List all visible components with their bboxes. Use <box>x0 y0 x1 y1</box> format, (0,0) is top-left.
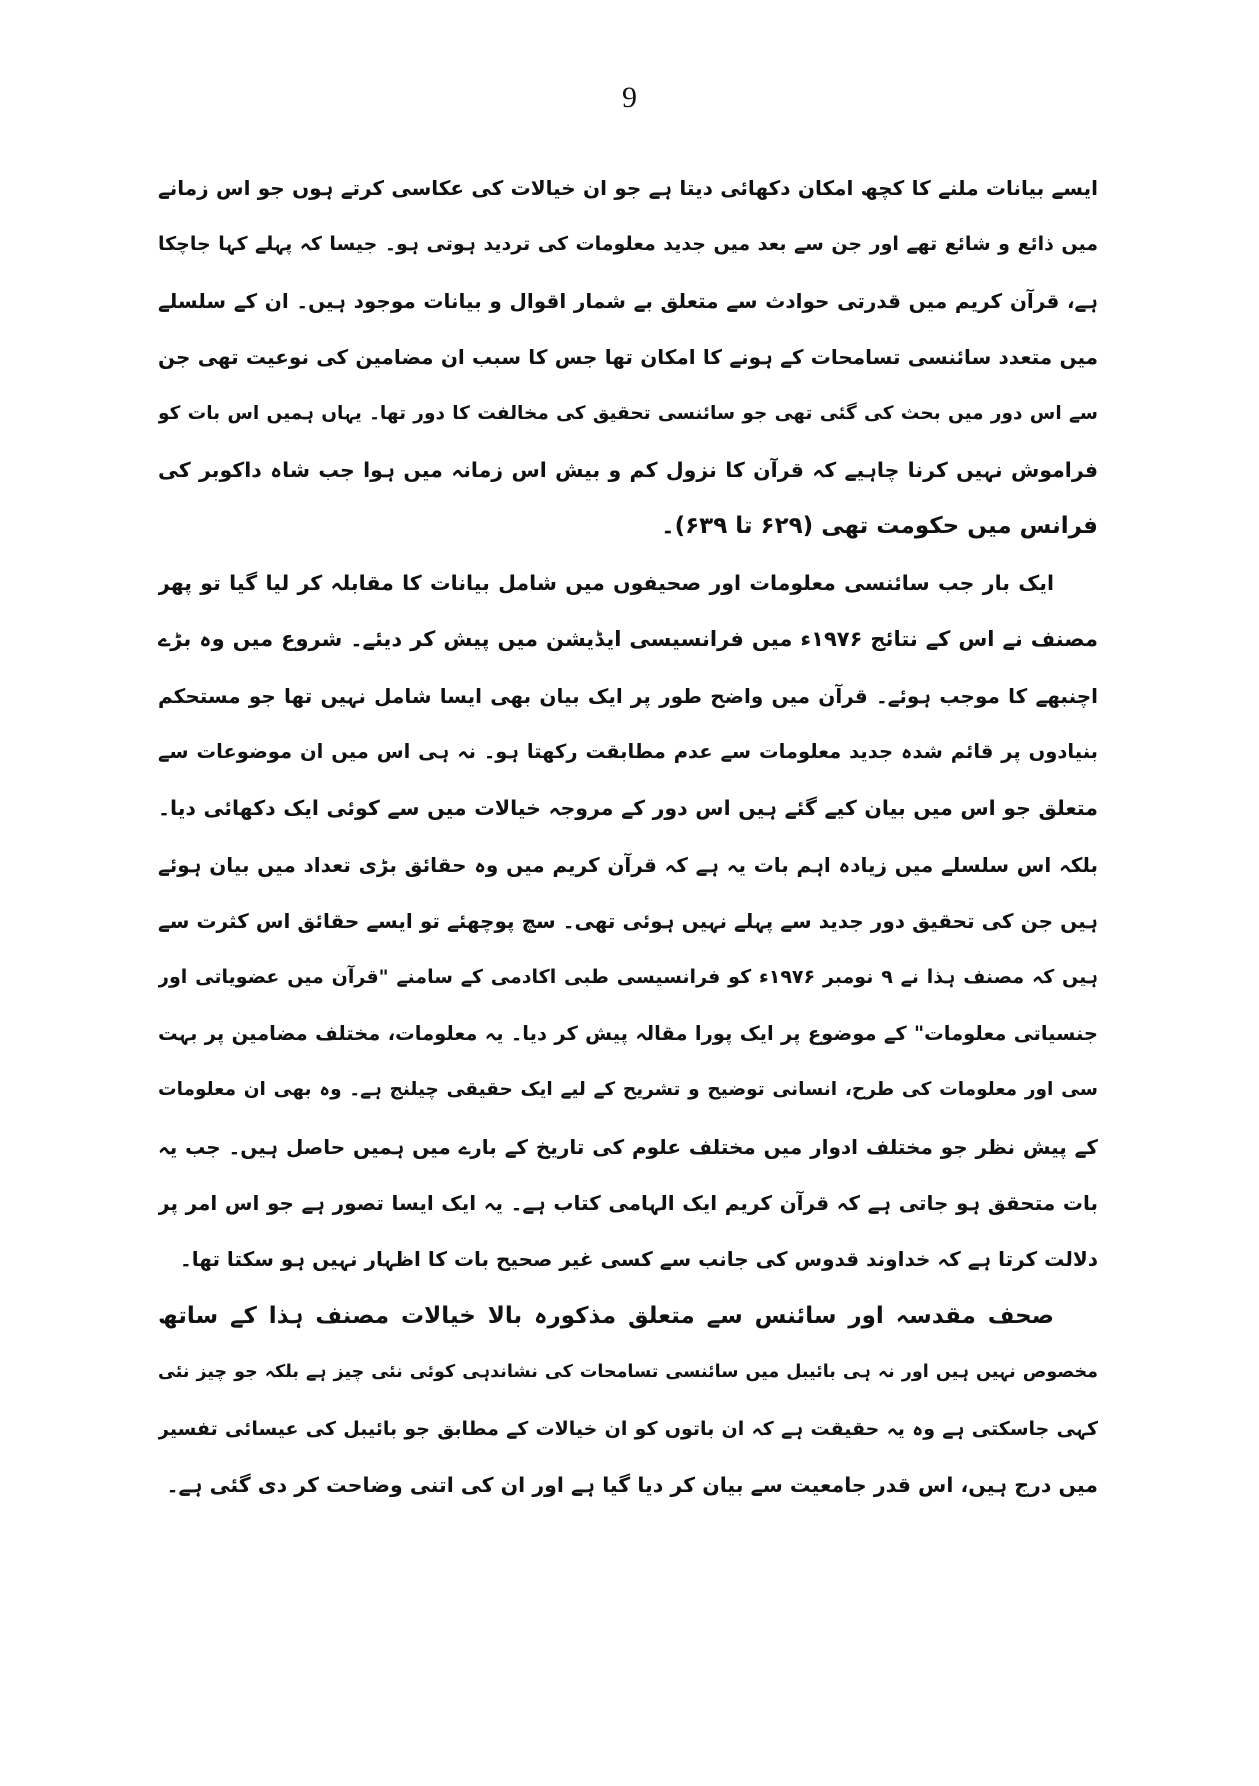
text-line: ایک بار جب سائنسی معلومات اور صحیفوں میں شامل بیانات کا مقابلہ کر لیا گیا تو پھر <box>158 570 1054 595</box>
text-line: دلالت کرتا ہے کہ خداوند قدوس کی جانب سے کسی غیر صحیح بات کا اظہار نہیں ہو سکتا تھا۔ <box>180 1247 1098 1272</box>
text-line: میں متعدد سائنسی تسامحات کے ہونے کا امکان تھا جس کا سبب ان مضامین کی نوعیت تھی جن <box>158 345 1098 370</box>
text-line: سی اور معلومات کی طرح، انسانی توضیح و تشریح کے لیے ایک حقیقی چیلنج ہے۔ وہ بھی ان معلومات <box>158 1079 1098 1101</box>
body-text <box>158 160 1098 1513</box>
text-line: ہیں جن کی تحقیق دور جدید سے پہلے نہیں ہوئی تھی۔ سچ پوچھئے تو ایسے حقائق اس کثرت سے <box>158 909 1098 934</box>
text-line: متعلق جو اس میں بیان کیے گئے ہیں اس دور کے مروجہ خیالات میں سے کوئی ایک دکھائی دیا۔ <box>158 796 1098 821</box>
page-number: 9 <box>622 81 637 114</box>
paragraph <box>158 555 1098 1288</box>
text-line: ہیں کہ مصنف ہذا نے ۹ نومبر ۱۹۷۶ء کو فرانسیسی طبی اکادمی کے سامنے "قرآن میں عضویاتی اور <box>158 966 1098 989</box>
text-line: سے اس دور میں بحث کی گئی تھی جو سائنسی تحقیق کی مخالفت کا دور تھا۔ یہاں ہمیں اس بات کو <box>158 402 1098 424</box>
text-line: فرانس میں حکومت تھی (۶۲۹ تا ۶۳۹)۔ <box>661 513 1098 540</box>
text-line: صحف مقدسہ اور سائنس سے متعلق مذکورہ بالا خیالات مصنف ہذا کے ساتھ <box>158 1302 1054 1329</box>
text-line: کہی جاسکتی ہے وہ یہ حقیقت ہے کہ ان باتوں کو ان خیالات کے مطابق جو بائیبل کی عیسائی تفسیر <box>158 1417 1098 1440</box>
text-line: ایسے بیانات ملنے کا کچھ امکان دکھائی دیتا ہے جو ان خیالات کی عکاسی کرتے ہوں جو اس زمانے <box>158 176 1098 200</box>
text-line: مخصوص نہیں ہیں اور نہ ہی بائیبل میں سائنسی تسامحات کی نشاندہی کوئی نئی چیز ہے بلکہ جو چیز نئی <box>158 1362 1098 1383</box>
paragraph <box>158 1288 1098 1514</box>
text-line: ہے، قرآن کریم میں قدرتی حوادث سے متعلق بے شمار اقوال و بیانات موجود ہیں۔ ان کے سلسلے <box>158 288 1098 313</box>
text-line: اچنبھے کا موجب ہوئے۔ قرآن میں واضح طور پر ایک بیان بھی ایسا شامل نہیں تھا جو مستحکم <box>158 683 1098 708</box>
text-line: میں درج ہیں، اس قدر جامعیت سے بیان کر دیا گیا ہے اور ان کی اتنی وضاحت کر دی گئی ہے۔ <box>166 1472 1098 1497</box>
paragraph <box>158 160 1098 555</box>
text-line: مصنف نے اس کے نتائج ۱۹۷۶ء میں فرانسیسی ایڈیشن میں پیش کر دیئے۔ شروع میں وہ بڑے <box>158 627 1098 652</box>
text-line: بلکہ اس سلسلے میں زیادہ اہم بات یہ ہے کہ قرآن کریم میں وہ حقائق بڑی تعداد میں بیان ہوئے <box>158 852 1098 877</box>
text-line: جنسیاتی معلومات" کے موضوع پر ایک پورا مقالہ پیش کر دیا۔ یہ معلومات، مختلف مضامین پر بہت <box>158 1021 1098 1045</box>
text-line: میں ذائع و شائع تھے اور جن سے بعد میں جدید معلومات کی تردید ہوتی ہو۔ جیسا کہ پہلے کہا جاچکا <box>158 233 1098 256</box>
text-line: کے پیش نظر جو مختلف ادوار میں مختلف علوم کی تاریخ کے بارے میں ہمیں حاصل ہیں۔ جب یہ <box>158 1134 1098 1159</box>
text-line: بات متحقق ہو جاتی ہے کہ قرآن کریم ایک الہامی کتاب ہے۔ یہ ایک ایسا تصور ہے جو اس امر پر <box>158 1191 1098 1216</box>
text-line: بنیادوں پر قائم شدہ جدید معلومات سے عدم مطابقت رکھتا ہو۔ نہ ہی اس میں ان موضوعات سے <box>158 739 1098 763</box>
text-line: فراموش نہیں کرنا چاہیے کہ قرآن کا نزول کم و بیش اس زمانہ میں ہوا جب شاہ داکوبر کی <box>158 457 1098 482</box>
